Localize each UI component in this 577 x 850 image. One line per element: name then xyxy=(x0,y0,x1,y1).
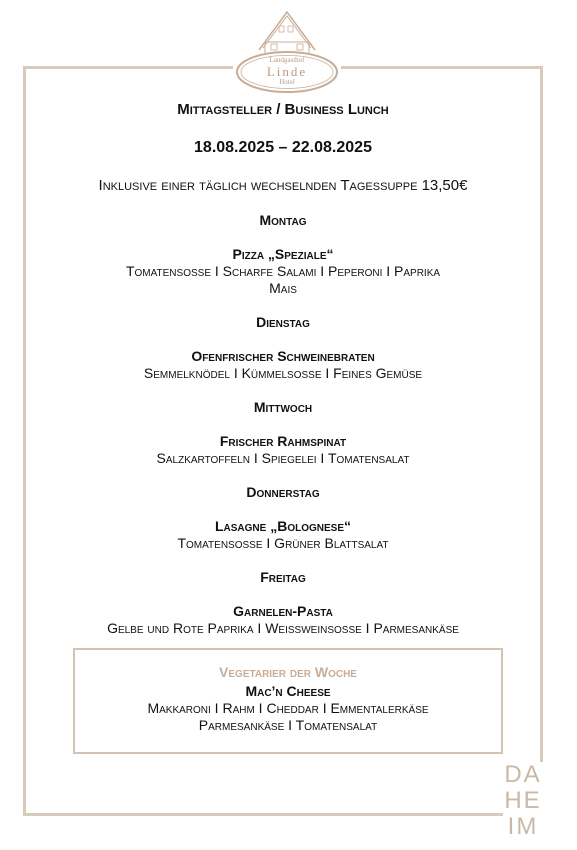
dish-sides xyxy=(26,450,540,467)
side-line: Gelbe und Rote Paprika I Weißweinsoße I Parmesankäse xyxy=(107,620,459,636)
logo-line1: Landgasthof xyxy=(269,56,305,64)
side-line: Parmesankäse I Tomatensalat xyxy=(198,717,378,733)
dish-name: Lasagne „Bolognese“ xyxy=(214,518,351,534)
dish-sides xyxy=(26,263,540,297)
vegetarian-sides xyxy=(75,700,501,734)
dish-name: Ofenfrischer Schweinebraten xyxy=(191,348,375,364)
side-line: Mais xyxy=(269,280,297,296)
daheim-line: HE xyxy=(504,787,542,814)
side-line: Makkaroni I Rahm I Cheddar I Emmentalerkäse xyxy=(147,700,429,716)
dish-name: Frischer Rahmspinat xyxy=(219,433,347,449)
side-line: Tomatensoße I Grüner Blattsalat xyxy=(177,535,389,551)
dish-sides xyxy=(26,535,540,552)
dish-name: Garnelen-Pasta xyxy=(233,603,333,619)
dish-name: Pizza „Speziale“ xyxy=(232,246,334,262)
side-line: Salzkartoffeln I Spiegelei I Tomatensalat xyxy=(156,450,410,466)
day-heading: Montag xyxy=(259,212,307,228)
day-heading: Freitag xyxy=(260,569,306,585)
vegetarian-label: Vegetarier der Woche xyxy=(219,664,357,680)
menu-title: Mittagsteller / Business Lunch xyxy=(177,101,389,118)
vegetarian-box xyxy=(73,648,503,754)
dish-sides xyxy=(26,365,540,382)
day-heading: Mittwoch xyxy=(253,399,313,415)
daheim-line: IM xyxy=(507,813,539,840)
vegetarian-dish: Mac’n Cheese xyxy=(245,683,331,699)
side-line: Semmelknödel I Kümmelsoße I Feines Gemüse xyxy=(143,365,423,381)
daheim-wordmark xyxy=(503,762,543,846)
day-heading: Donnerstag xyxy=(246,484,320,500)
menu-dates: 18.08.2025 – 22.08.2025 xyxy=(194,139,372,156)
day-heading: Dienstag xyxy=(256,314,310,330)
dish-sides xyxy=(26,620,540,637)
logo xyxy=(233,6,341,96)
side-line: Tomatensoße I Scharfe Salami I Peperoni I Paprika xyxy=(125,263,441,279)
logo-line3: Hotel xyxy=(279,78,295,86)
daheim-line: DA xyxy=(504,761,542,788)
menu-subtitle: Inklusive einer täglich wechselnden Tagessuppe 13,50€ xyxy=(98,177,468,194)
logo-line2: Linde xyxy=(266,64,308,79)
